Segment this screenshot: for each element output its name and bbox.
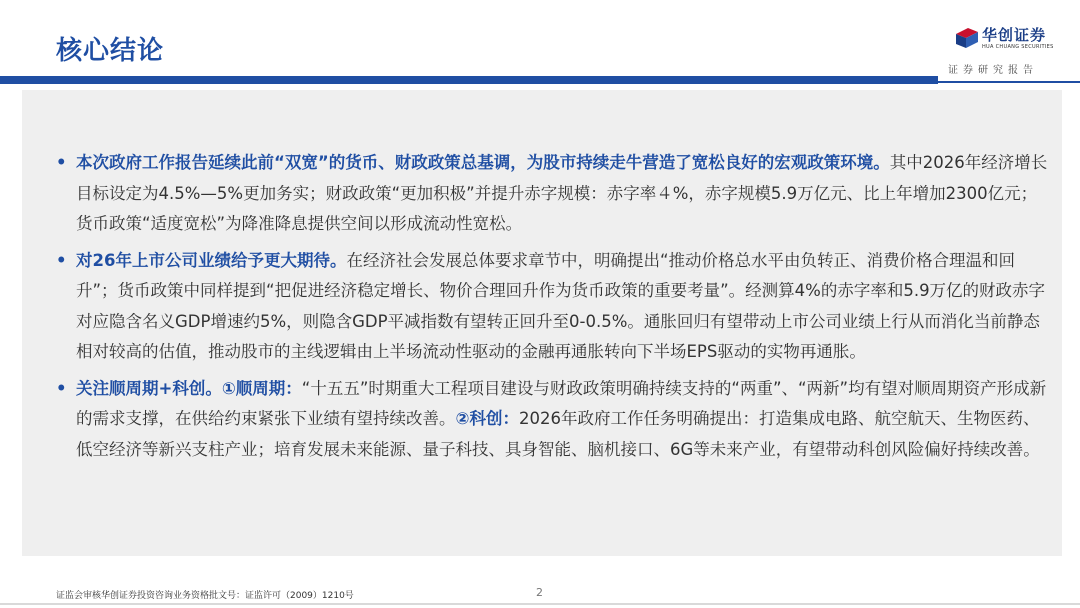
- logo-icon: [956, 26, 978, 48]
- brand-name: 华创证券: [982, 26, 1047, 44]
- bullet-headline: 关注顺周期+科创。①顺周期：: [76, 378, 302, 398]
- page-title: 核心结论: [56, 36, 165, 66]
- bullet-body: 其中2026年经济增长目标设定为4.5%—5%更加务实；财政政策“更加积极”并提升赤字规模：赤字率４%，赤字规模5.9万亿元、比上年增加2300亿元；货币政策“适度宽松”为降准降息提供空间以形成流动性宽松。: [76, 153, 1048, 233]
- bullet-item: [56, 246, 1052, 368]
- brand-logo: [948, 24, 1058, 58]
- footer-rule: [0, 603, 1080, 605]
- report-label: 证券研究报告: [948, 65, 1038, 76]
- header-rule: [0, 76, 938, 84]
- content-panel: [22, 90, 1062, 556]
- bullet-body: 在经济社会发展总体要求章节中，明确提出“推动价格总水平由负转正、消费价格合理温和回升”；货币政策中同样提到“把促进经济稳定增长、物价合理回升作为货币政策的重要考量”。经测算4%的赤字率和5.9万亿的财政赤字对应隐含名义GDP增速约5%，则隐含GDP平减指数有望转正回升至0-0.5%。通胀回归有望带动上市公司业绩上行从而消化当前静态相对较高的估值，推动股市的主线逻辑由上半场流动性驱动的金融再通胀转向下半场EPS驱动的实物再通胀。: [76, 250, 1046, 361]
- bullet-list: [56, 148, 1052, 471]
- page-number: 2: [536, 586, 543, 599]
- bullet-subheadline: ②科创：: [455, 409, 519, 428]
- bullet-body-continued: 2026年政府工作任务明确提出：打造集成电路、航空航天、生物医药、低空经济等新兴支柱产业；培育发展未来能源、量子科技、具身智能、脑机接口、6G等未来产业，有望带动科创风险偏好持续改善。: [76, 409, 1040, 459]
- bullet-headline: 本次政府工作报告延续此前“双宽”的货币、财政政策总基调，为股市持续走牛营造了宽松良好的宏观政策环境。: [76, 153, 890, 172]
- slide-header: [0, 0, 1080, 84]
- bullet-dot-icon: •: [56, 378, 67, 398]
- bullet-headline: 对26年上市公司业绩给予更大期待。: [76, 250, 347, 270]
- bullet-body: “十五五”时期重大工程项目建设与财政政策明确持续支持的“两重”、“两新”均有望对顺周期资产形成新的需求支撑，在供给约束紧张下业绩有望持续改善。: [76, 378, 1047, 428]
- bullet-item: [56, 374, 1052, 466]
- license-note: 证监会审核华创证券投资咨询业务资格批文号：证监许可（2009）1210号: [56, 591, 354, 601]
- bullet-item: [56, 148, 1052, 240]
- bullet-dot-icon: •: [56, 153, 67, 172]
- header-rule-thin: [938, 81, 1080, 83]
- bullet-dot-icon: •: [56, 250, 67, 270]
- brand-english: HUA CHUANG SECURITIES: [982, 44, 1054, 50]
